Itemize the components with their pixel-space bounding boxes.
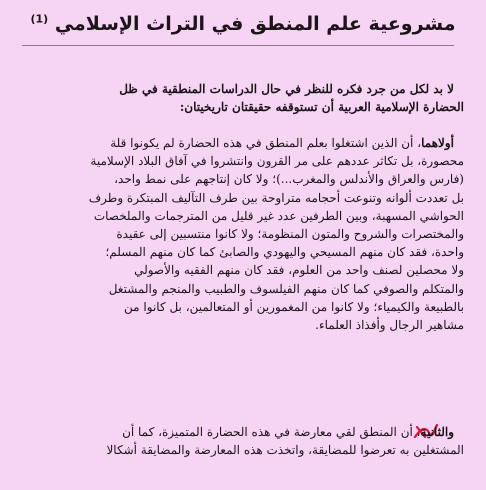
paragraph-line: المشتغلين به تعرضوا للمضايقة، واتخذت هذه المعارضة والمضايقة أشكالا (106, 443, 464, 458)
paragraph-line: بل تعددت ألوانه وتنوعت أحجامه متراوحة بين طرف التآليف المبتكرة وطرف (88, 190, 464, 205)
paragraph-line (22, 423, 464, 441)
paragraph-line: مشاهير الرجال وأفذاذ العلماء. (315, 317, 464, 332)
paragraph-line: والمختصرات والشروح والمتون المنظومة؛ ولا كانوا منتسبين إلى عقيدة (116, 226, 464, 241)
title-text: مشروعية علم المنطق في التراث الإسلامي (54, 13, 456, 35)
footnote-marker: (1) (30, 12, 49, 26)
paragraph-line: والمتكلم والصوفي كما كان منهم الفيلسوف والطبيب والمنجم والمشتغل (108, 281, 464, 296)
paragraph-line: بالطبيعة والكيمياء؛ ولا كانوا من المغمورين أو المتعالمين، بل كانوا من (124, 299, 464, 314)
page-title (0, 10, 486, 38)
paragraph-line-text: ، أن المنطق لقي معارضة في هذه الحضارة المتميزة، كما أن (122, 425, 421, 439)
second-fact-paragraph (22, 423, 464, 459)
paragraph-line: لا بد لكل من جرد فكره للنظر في حال الدراسات المنطقية في ظل (119, 82, 454, 96)
title-divider (22, 45, 454, 46)
paragraph-line: الحضارة الإسلامية العربية أن تستوقفه حقيقتان تاريخيتان: (179, 100, 464, 115)
paragraph-line: (فارس والعراق والأندلس والمغرب...)؛ ولا كان إنتاجهم على نمط واحد، (114, 172, 464, 187)
paragraph-line-text: ، أن الذين اشتغلوا بعلم المنطق في هذه الحضارة لم يكونوا قلة (110, 136, 422, 150)
paragraph-line: محصورة، بل تكاثر عددهم على مر القرون وانتشروا في آفاق البلاد الإسلامية (90, 154, 464, 169)
paragraph-line (22, 134, 464, 152)
paragraph-line: ولا محصلين لصنف واحد من العلوم، فقد كان منهم الفقيه والأصولي (134, 263, 464, 278)
paragraph-lead: أولاهما (421, 136, 454, 150)
intro-paragraph (22, 80, 464, 116)
paragraph-line: الحواشي المسهبة، وبين الطرفين عدد غير قليل من المترجمات والملخصات (93, 208, 464, 223)
paragraph-lead: والثانية (420, 425, 454, 439)
paragraph-line: واحدة، فقد كان منهم المسيحي واليهودي والصابئ كما كان منهم المسلم؛ (105, 245, 464, 260)
first-fact-paragraph (22, 134, 464, 334)
